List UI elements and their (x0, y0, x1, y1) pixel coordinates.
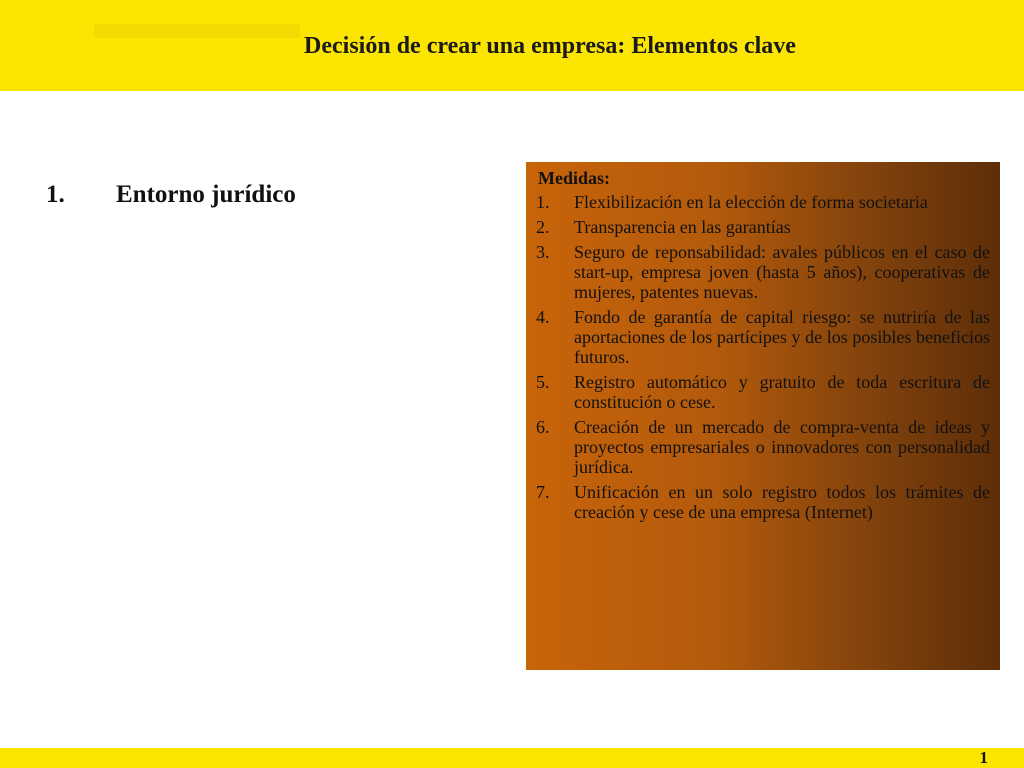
footer-bar (0, 748, 1024, 768)
list-item (536, 192, 990, 212)
page-number: 1 (979, 748, 988, 767)
section-number: 1. (46, 181, 65, 208)
list-item (536, 217, 990, 237)
list-item (536, 307, 990, 367)
measures-list (536, 192, 990, 522)
item-number: 1. (536, 192, 550, 212)
item-number: 2. (536, 217, 550, 237)
item-number: 3. (536, 242, 550, 262)
list-item (536, 482, 990, 522)
item-text: Flexibilización en la elección de forma societaria (574, 192, 928, 212)
list-item (536, 372, 990, 412)
item-number: 7. (536, 482, 550, 502)
item-text: Registro automático y gratuito de toda escritura de constitución o cese. (574, 372, 990, 412)
item-number: 6. (536, 417, 550, 437)
slide-title: Decisión de crear una empresa: Elementos clave (304, 33, 796, 59)
header-bar (0, 0, 1024, 91)
list-item (536, 417, 990, 477)
item-text: Unificación en un solo registro todos los trámites de creación y cese de una empresa (Internet) (574, 482, 990, 522)
section-title: Entorno jurídico (116, 181, 296, 208)
item-number: 4. (536, 307, 550, 327)
section-heading (46, 181, 296, 209)
measures-label: Medidas: (538, 168, 610, 188)
item-text: Fondo de garantía de capital riesgo: se nutriría de las aportaciones de los partícipes y de los posibles beneficios futuros. (574, 307, 990, 367)
measures-box (526, 162, 1000, 670)
list-item (536, 242, 990, 302)
item-text: Transparencia en las garantías (574, 217, 791, 237)
item-text: Creación de un mercado de compra-venta de ideas y proyectos empresariales o innovadores con personalidad jurídica. (574, 417, 990, 477)
item-text: Seguro de reponsabilidad: avales públicos en el caso de start-up, empresa joven (hasta 5 años), cooperativas de mujeres, patentes nuevas. (574, 242, 990, 302)
item-number: 5. (536, 372, 550, 392)
